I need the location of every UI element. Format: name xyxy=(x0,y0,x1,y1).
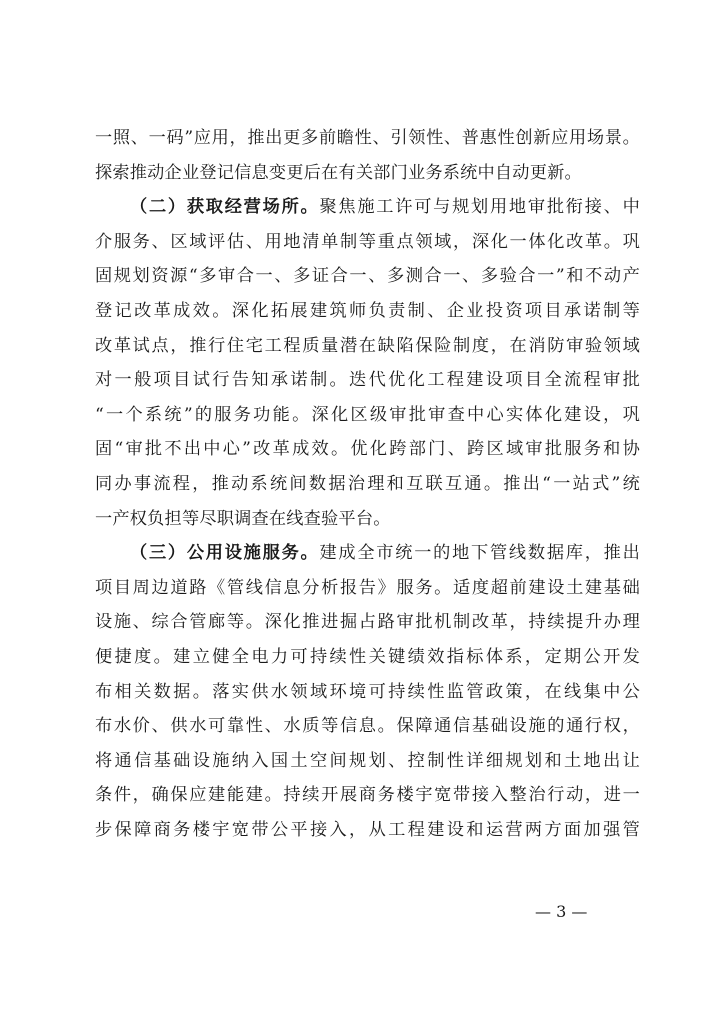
text-run: 建成全市统一的地下管线数据库，推出 xyxy=(319,543,640,564)
text-line: 布水价、供水可靠性、水质等信息。保障通信基础设施的通行权， xyxy=(95,716,640,737)
section-heading: （三）公用设施服务。 xyxy=(130,543,320,564)
text-line: 探索推动企业登记信息变更后在有关部门业务系统中自动更新。 xyxy=(95,162,582,183)
text-line: 固“审批不出中心”改革成效。优化跨部门、跨区域审批服务和协 xyxy=(95,439,640,460)
text-line: 同办事流程，推动系统间数据治理和互联互通。推出“一站式”统 xyxy=(95,473,640,494)
text-line: 设施、综合管廊等。深化推进掘占路审批机制改革，持续提升办理 xyxy=(95,612,640,633)
text-line: 条件，确保应建能建。持续开展商务楼宇宽带接入整治行动，进一 xyxy=(95,785,640,806)
text-line: 步保障商务楼宇宽带公平接入，从工程建设和运营两方面加强管 xyxy=(95,819,640,840)
text-line: 一照、一码”应用，推出更多前瞻性、引领性、普惠性创新应用场景。 xyxy=(95,128,640,148)
section-heading-line xyxy=(95,190,640,225)
body-text xyxy=(95,121,640,847)
text-line: “一个系统”的服务功能。深化区级审批审查中心实体化建设，巩 xyxy=(95,404,640,425)
section-heading-line xyxy=(95,536,640,571)
text-line: 布相关数据。落实供水领域环境可持续性监管政策，在线集中公 xyxy=(95,681,640,702)
text-line: 便捷度。建立健全电力可持续性关键绩效指标体系，定期公开发 xyxy=(95,646,640,667)
text-line: 登记改革成效。深化拓展建筑师负责制、企业投资项目承诺制等 xyxy=(95,300,640,321)
text-line: 一产权负担等尽职调查在线查验平台。 xyxy=(95,508,391,529)
text-line: 固规划资源“多审合一、多证合一、多测合一、多验合一”和不动产 xyxy=(95,266,640,287)
text-line: 将通信基础设施纳入国土空间规划、控制性详细规划和土地出让 xyxy=(95,750,640,771)
text-line: 对一般项目试行告知承诺制。迭代优化工程建设项目全流程审批 xyxy=(95,370,640,391)
text-line: 介服务、区域评估、用地清单制等重点领域，深化一体化改革。巩 xyxy=(95,231,640,252)
text-run: 聚焦施工许可与规划用地审批衔接、中 xyxy=(319,197,640,218)
text-line: 项目周边道路《管线信息分析报告》服务。适度超前建设土建基础 xyxy=(95,577,640,598)
page-number: — 3 — xyxy=(535,902,588,921)
section-heading: （二）获取经营场所。 xyxy=(130,197,320,218)
text-line: 改革试点，推行住宅工程质量潜在缺陷保险制度，在消防审验领域 xyxy=(95,335,640,356)
